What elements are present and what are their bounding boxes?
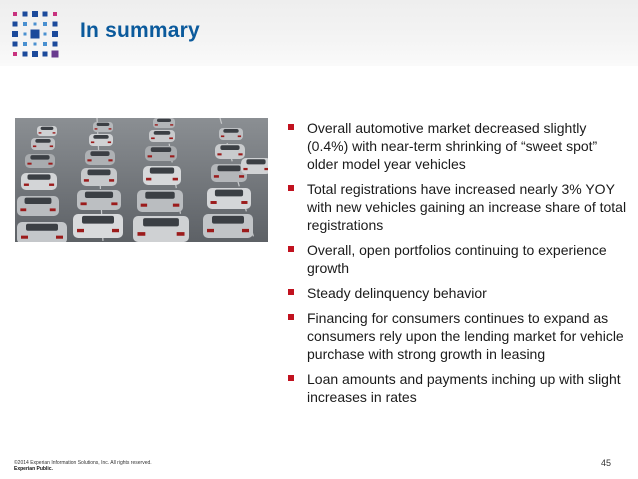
tail-light [146, 178, 151, 181]
logo-dot [31, 30, 40, 39]
square-bullet-icon [288, 375, 294, 381]
tail-light [91, 141, 94, 143]
tail-light [170, 155, 174, 157]
tail-light [109, 128, 112, 129]
car-window [246, 159, 265, 164]
copyright-text: ©2014 Experian Information Solutions, Inc. All rights reserved. [14, 460, 152, 466]
bullet-text: Overall, open portfolios continuing to experience growth [307, 242, 607, 276]
car-window [151, 147, 171, 152]
car-window [217, 165, 240, 171]
logo-dot [13, 52, 17, 56]
tail-light [20, 208, 26, 211]
tail-light [111, 202, 117, 205]
logo-dot [23, 42, 27, 46]
tail-light [169, 137, 173, 139]
square-bullet-icon [288, 289, 294, 295]
slide-title: In summary [80, 19, 200, 42]
logo-dot [43, 42, 47, 46]
car-window [35, 139, 50, 143]
car-window [223, 129, 238, 133]
tail-light [53, 132, 56, 133]
logo-dot [34, 43, 37, 46]
car-window [97, 123, 110, 126]
logo-dot [53, 42, 58, 47]
logo-dot [23, 22, 27, 26]
square-bullet-icon [288, 246, 294, 252]
bullet-text: Overall automotive market decreased slightly (0.4%) with near-term shrinking of “sweet spot” older model year vehicles [307, 120, 598, 172]
car-window [27, 174, 50, 179]
highway-traffic-photo [15, 118, 268, 242]
tail-light [170, 124, 173, 125]
tail-light [49, 184, 54, 186]
tail-light [155, 124, 158, 125]
tail-light [50, 145, 53, 147]
tail-light [141, 204, 147, 207]
car-window [82, 216, 114, 224]
logo-dot [23, 12, 28, 17]
tail-light [95, 128, 98, 129]
logo-dot [13, 12, 17, 16]
list-item [287, 284, 627, 302]
tail-light [87, 159, 91, 161]
page-number: 45 [601, 458, 612, 468]
logo-dot [34, 23, 37, 26]
tail-light [21, 236, 28, 239]
tail-light [264, 168, 268, 170]
tail-light [221, 135, 224, 137]
tail-light [211, 201, 217, 204]
car-window [143, 218, 179, 226]
tail-light [241, 201, 247, 204]
logo-dot [32, 51, 38, 57]
tail-light [112, 229, 119, 232]
experian-logo-icon [10, 9, 60, 59]
car-window [30, 155, 49, 159]
tail-light [177, 232, 185, 236]
tail-light [137, 232, 145, 236]
car-window [93, 135, 108, 139]
car-window [90, 151, 109, 156]
logo-dot [43, 52, 48, 57]
tail-light [243, 168, 247, 170]
tail-light [238, 153, 242, 155]
logo-dot [53, 22, 58, 27]
tail-light [33, 145, 36, 147]
logo-dot [12, 31, 18, 37]
list-item [287, 241, 627, 277]
car-window [150, 168, 174, 174]
tail-light [238, 135, 241, 137]
list-item [287, 370, 627, 406]
tail-light [84, 179, 89, 182]
tail-light [242, 229, 249, 232]
tail-light [173, 204, 179, 207]
logo-dot [23, 52, 28, 57]
tail-light [48, 163, 52, 165]
car-window [145, 192, 174, 199]
tail-light [27, 163, 31, 165]
logo-dot [52, 31, 58, 37]
bullet-text: Loan amounts and payments inching up with slight increases in rates [307, 371, 621, 405]
list-item [287, 309, 627, 363]
car-window [41, 127, 54, 130]
tail-light [39, 132, 42, 133]
classification-text: Experian Public. [14, 466, 53, 472]
tail-light [151, 137, 155, 139]
logo-dot [32, 11, 38, 17]
tail-light [173, 178, 178, 181]
list-item [287, 119, 627, 173]
bullet-text: Total registrations have increased nearly 3% YOY with new vehicles gaining an increase share of total registrations [307, 181, 627, 233]
car-window [26, 224, 58, 231]
bullet-text: Financing for consumers continues to expand as consumers rely upon the lending market for vehicle purchase with strong growth in leasing [307, 310, 624, 362]
tail-light [207, 229, 214, 232]
car-window [25, 198, 52, 204]
logo-dot [43, 22, 47, 26]
tail-light [214, 175, 219, 178]
tail-light [24, 184, 29, 186]
tail-light [77, 229, 84, 232]
car-window [154, 131, 171, 135]
bullet-text: Steady delinquency behavior [307, 285, 487, 301]
footer-copyright [14, 460, 152, 472]
logo-dot [13, 22, 18, 27]
square-bullet-icon [288, 124, 294, 130]
car-window [220, 145, 239, 150]
square-bullet-icon [288, 314, 294, 320]
logo-dot [44, 33, 47, 36]
tail-light [108, 141, 111, 143]
list-item [287, 180, 627, 234]
square-bullet-icon [288, 185, 294, 191]
tail-light [239, 175, 244, 178]
logo-dot [13, 42, 18, 47]
tail-light [81, 202, 87, 205]
tail-light [109, 179, 114, 182]
tail-light [148, 155, 152, 157]
logo-dot [43, 12, 48, 17]
tail-light [108, 159, 112, 161]
car-window [87, 169, 110, 175]
summary-bullet-list [287, 119, 627, 413]
logo-dot [53, 12, 57, 16]
tail-light [217, 153, 221, 155]
car-window [157, 119, 171, 122]
logo-dot [24, 33, 27, 36]
car-window [215, 190, 243, 197]
car-window [212, 216, 244, 224]
car-window [85, 192, 113, 198]
tail-light [56, 236, 63, 239]
logo-dot [52, 51, 59, 58]
tail-light [50, 208, 56, 211]
